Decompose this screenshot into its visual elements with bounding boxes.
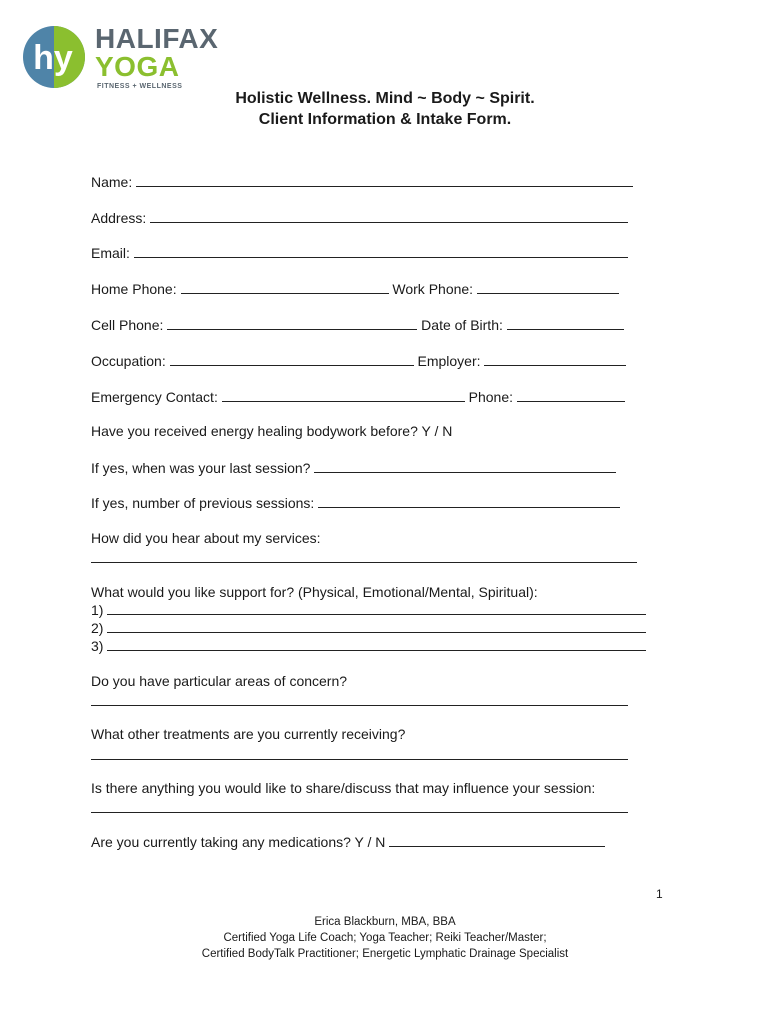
cell-phone-label: Cell Phone: xyxy=(91,317,164,333)
employer-field[interactable] xyxy=(484,351,626,366)
svg-text:hy: hy xyxy=(33,39,73,77)
employer-label: Employer: xyxy=(417,353,481,369)
occupation-row xyxy=(91,351,626,370)
email-label: Email: xyxy=(91,245,130,261)
email-row xyxy=(91,243,628,262)
date-of-birth-label: Date of Birth: xyxy=(421,317,503,333)
footer-name: Erica Blackburn, MBA, BBA xyxy=(314,916,456,928)
work-phone-field[interactable] xyxy=(477,279,619,294)
emergency-phone-label: Phone: xyxy=(468,389,513,405)
hy-logo-mark-icon xyxy=(22,24,86,90)
areas-of-concern-question: Do you have particular areas of concern? xyxy=(91,673,348,689)
medications-row xyxy=(91,832,605,851)
other-treatments-answer-line[interactable] xyxy=(91,759,628,760)
footer-credentials-line2: Certified BodyTalk Practitioner; Energetic Lymphatic Drainage Specialist xyxy=(201,948,569,960)
support-for-question: What would you like support for? (Physical, Emotional/Mental, Spiritual): xyxy=(91,584,538,600)
address-label: Address: xyxy=(91,210,147,226)
support-item-2-field[interactable] xyxy=(107,618,646,633)
occupation-label: Occupation: xyxy=(91,353,166,369)
emergency-contact-label: Emergency Contact: xyxy=(91,389,218,405)
occupation-field[interactable] xyxy=(170,351,414,366)
brand-name-halifax: HALIFAX xyxy=(95,23,219,54)
support-item-1-field[interactable] xyxy=(107,600,646,615)
support-item-3-label: 3) xyxy=(91,638,104,654)
page-number: 1 xyxy=(656,887,663,901)
phone-row xyxy=(91,279,619,298)
brand-name-yoga: YOGA xyxy=(95,51,180,82)
previous-sessions-field[interactable] xyxy=(318,493,620,508)
name-row xyxy=(91,172,633,191)
medications-label: Are you currently taking any medications? Y / N xyxy=(91,834,386,850)
footer-credentials-line1: Certified Yoga Life Coach; Yoga Teacher; Reiki Teacher/Master; xyxy=(223,932,547,944)
work-phone-label: Work Phone: xyxy=(392,281,474,297)
emergency-contact-row xyxy=(91,387,625,406)
other-treatments-question: What other treatments are you currently receiving? xyxy=(91,726,406,742)
cell-phone-field[interactable] xyxy=(167,315,417,330)
hear-about-answer-line[interactable] xyxy=(91,562,637,563)
support-item-1-row xyxy=(91,600,646,619)
home-phone-field[interactable] xyxy=(181,279,389,294)
support-item-1-label: 1) xyxy=(91,602,104,618)
name-label: Name: xyxy=(91,174,133,190)
last-session-field[interactable] xyxy=(314,458,616,473)
previous-sessions-label: If yes, number of previous sessions: xyxy=(91,495,315,511)
energy-healing-question: Have you received energy healing bodywork before? Y / N xyxy=(91,423,453,439)
date-of-birth-field[interactable] xyxy=(507,315,624,330)
name-field[interactable] xyxy=(136,172,633,187)
support-item-2-label: 2) xyxy=(91,620,104,636)
support-item-2-row xyxy=(91,618,646,637)
form-title-line2: Client Information & Intake Form. xyxy=(258,111,512,128)
address-field[interactable] xyxy=(150,208,628,223)
support-item-3-row xyxy=(91,636,646,655)
brand-tagline: FITNESS + WELLNESS xyxy=(97,83,183,90)
halifax-yoga-logo xyxy=(22,24,237,96)
email-field[interactable] xyxy=(134,243,628,258)
support-item-3-field[interactable] xyxy=(107,636,646,651)
home-phone-label: Home Phone: xyxy=(91,281,177,297)
medications-field[interactable] xyxy=(389,832,605,847)
cell-dob-row xyxy=(91,315,624,334)
last-session-label: If yes, when was your last session? xyxy=(91,460,311,476)
previous-sessions-row xyxy=(91,493,620,512)
address-row xyxy=(91,208,628,227)
share-discuss-answer-line[interactable] xyxy=(91,812,628,813)
areas-of-concern-answer-line[interactable] xyxy=(91,705,628,706)
emergency-phone-field[interactable] xyxy=(517,387,625,402)
hear-about-question: How did you hear about my services: xyxy=(91,530,321,546)
last-session-row xyxy=(91,458,616,477)
emergency-contact-field[interactable] xyxy=(222,387,465,402)
share-discuss-question: Is there anything you would like to share/discuss that may influence your session: xyxy=(91,780,596,796)
form-title-line1: Holistic Wellness. Mind ~ Body ~ Spirit. xyxy=(235,90,535,107)
